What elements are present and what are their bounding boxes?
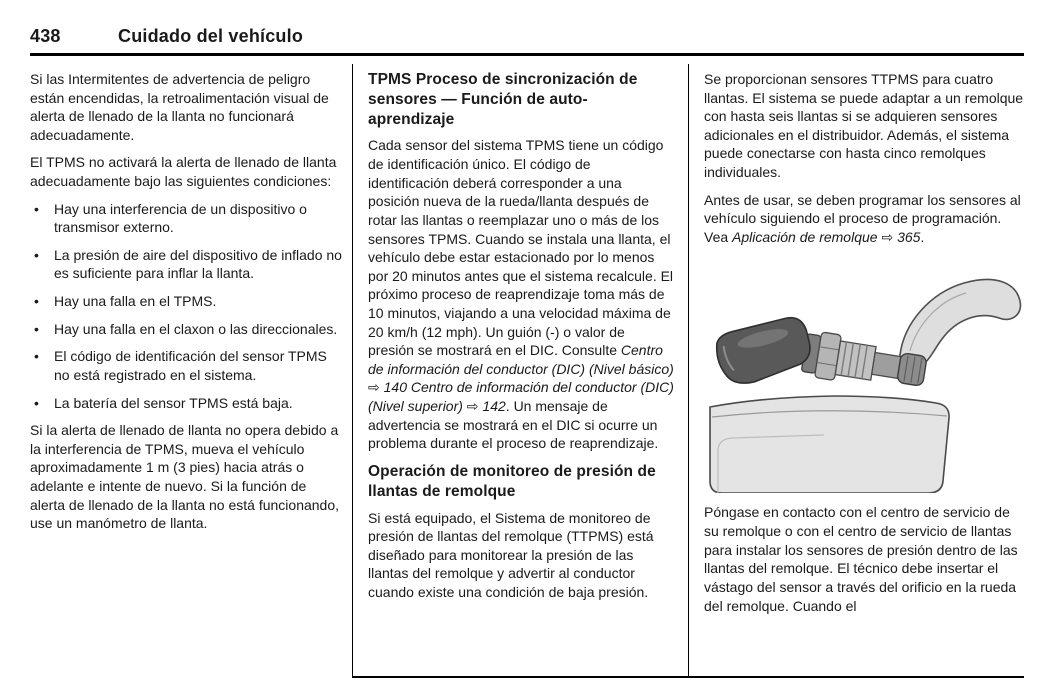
column-1 (30, 70, 342, 542)
bullet-icon: • (34, 200, 39, 217)
column-3 (704, 70, 1024, 624)
bullet-icon: • (34, 394, 39, 411)
paragraph-tpms-conditions-intro: El TPMS no activará la alerta de llenado de llanta adecuadamente bajo las siguientes condiciones: (30, 154, 337, 190)
tpms-conditions-list (30, 200, 342, 412)
bullet-icon: • (34, 246, 39, 263)
body-text: Antes de usar, se deben programar los sensores al vehículo siguiendo el proceso de programación. Vea (704, 191, 1021, 245)
bullet-text: Hay una interferencia de un dispositivo o transmisor externo. (54, 200, 307, 236)
cross-reference-text: Aplicación de remolque (732, 228, 878, 245)
cross-reference-text: ⇨ 365 (877, 228, 921, 245)
header-rule (30, 53, 1024, 56)
bullet-text: La presión de aire del dispositivo de inflado no es suficiente para inflar la llanta. (54, 246, 342, 282)
body-text: Cada sensor del sistema TPMS tiene un código de identificación único. El código de identificación deberá corresponder a una posición nueva de la rueda/llanta después de rotar las llantas o reemplazar uno o más de los sensores TPMS. Cuando se instala una llanta, el vehículo debe estar estacionado por lo menos por 20 minutos antes que el sistema recalcule. El próximo proceso de reaprendizaje toma más de 10 minutos, viajando a una velocidad máxima de 20 km/h (12 mph). Un guión (-) o valor de presión se mostrará en el DIC. Consulte (368, 137, 674, 359)
cross-reference-text: ⇨ 142 (462, 398, 506, 415)
bullet-icon: • (34, 293, 39, 310)
bottom-rule (352, 676, 1024, 678)
page-number: 438 (30, 26, 61, 46)
body-text: . Un mensaje de advertencia se mostrará en el DIC si ocurre un problema durante el proceso de reaprendizaje. (368, 398, 659, 452)
paragraph-service-center: Póngase en contacto con el centro de servicio de su remolque o con el centro de servicio de llantas para instalar los sensores de presión dentro de las llantas del remolque. El técnico debe insertar el vástago del sensor a través del orificio en la rueda del remolque. Cuando el (704, 504, 1018, 614)
bullet-icon: • (34, 320, 39, 337)
bullet-item (30, 394, 342, 413)
column-2 (368, 70, 674, 611)
bullet-text: Hay una falla en el claxon o las direccionales. (54, 320, 338, 337)
paragraph-tpms-relearn-body (368, 136, 674, 452)
bullet-text: Hay una falla en el TPMS. (54, 293, 217, 310)
bullet-text: La batería del sensor TPMS está baja. (54, 394, 293, 411)
paragraph-ttpms-programming (704, 191, 1024, 247)
cross-reference-text: Centro de información del conductor (DIC) (Nivel básico) (368, 342, 674, 377)
bullet-item (30, 246, 342, 283)
heading-trailer-tpms: Operación de monitoreo de presión de llantas de remolque (368, 462, 656, 500)
cross-reference-text: Centro de información del conductor (DIC) (Nivel superior) (368, 379, 674, 415)
body-text: . (920, 228, 925, 245)
heading-tpms-relearn: TPMS Proceso de sincronización de sensores — Función de auto-aprendizaje (368, 71, 638, 128)
paragraph-tpms-interference: Si la alerta de llenado de llanta no opera debido a la interferencia de TPMS, mueva el vehículo aproximadamente 1 m (3 pies) hacia atrás o adelante e intente de nuevo. Si la función de alerta de llenado de la llanta no está funcionando, use un manómetro de llanta. (30, 422, 340, 532)
cross-reference-text: ⇨ 140 (368, 379, 411, 396)
bullet-icon: • (34, 348, 39, 365)
bullet-item (30, 200, 342, 237)
column-divider-2 (688, 64, 689, 676)
bullet-item (30, 347, 342, 384)
paragraph-trailer-tpms-intro: Si está equipado, el Sistema de monitoreo de presión de llantas del remolque (TTPMS) está diseñado para monitorear la presión de las llantas del remolque y advertir al conductor cuando existe una condición de baja presión. (368, 509, 654, 600)
column-divider-1 (352, 64, 353, 676)
section-title: Cuidado del vehículo (118, 26, 304, 46)
tpms-sensor-drawing (704, 255, 1024, 493)
paragraph-hazard-flashers: Si las Intermitentes de advertencia de peligro están encendidas, la retroalimentación visual de alerta de llenado de la llanta no funcionará adecuadamente. (30, 71, 329, 143)
bullet-item (30, 320, 342, 339)
paragraph-ttpms-sensors: Se proporcionan sensores TTPMS para cuatro llantas. El sistema se puede adaptar a un remolque con hasta seis llantas si se adquieren sensores adicionales en el distribuidor. Además, el sistema puede conectarse con hasta cinco remolques individuales. (704, 71, 1024, 181)
bullet-item (30, 292, 342, 311)
bullet-text: El código de identificación del sensor TPMS no está registrado en el sistema. (54, 348, 327, 383)
tpms-sensor-illustration (704, 255, 1024, 493)
